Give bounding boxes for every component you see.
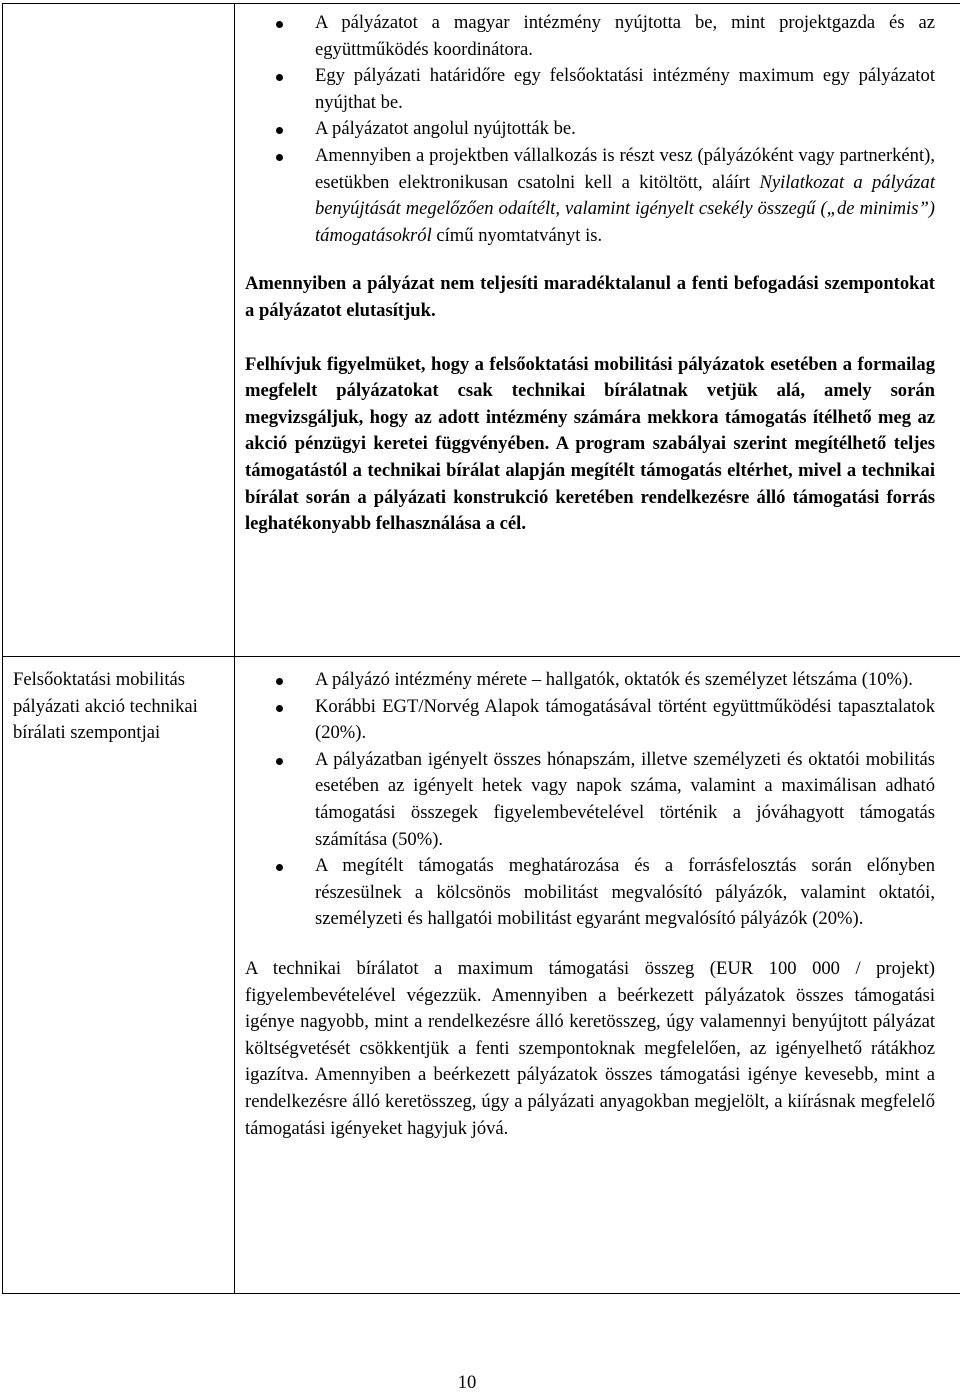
list-item	[245, 10, 935, 63]
bullet-icon	[276, 705, 283, 712]
list-item-text: A pályázatot a magyar intézmény nyújtotta be, mint projektgazda és az együttműködés koordinátora.	[315, 12, 935, 60]
page-number: 10	[457, 1372, 477, 1393]
list-item-text: A pályázó intézmény mérete – hallgatók, oktatók és személyzet létszáma (10%).	[315, 669, 913, 690]
rejection-note: Amennyiben a pályázat nem teljesíti maradéktalanul a fenti befogadási szempontokat a pályázatot elutasítjuk.	[245, 273, 935, 321]
right-cell-criteria	[235, 657, 960, 1294]
criteria-content	[235, 657, 960, 1142]
list-item	[245, 667, 935, 694]
acceptance-bullet-list	[245, 10, 935, 249]
list-item-text: A megítélt támogatás meghatározása és a forrásfelosztás során előnyben részesülnek a kölcsönös mobilitást megvalósító pályázók, valamint oktatói, személyzeti és hallgatói mobilitást egyaránt megvalósító pályázók (20%).	[315, 855, 935, 930]
left-cell-label	[3, 657, 235, 1294]
list-item	[245, 63, 935, 116]
list-item	[245, 747, 935, 853]
criteria-bullet-list	[245, 667, 935, 933]
list-item-text: A pályázatban igényelt összes hónapszám, illetve személyzeti és oktatói mobilitás esetében az igényelt hetek vagy napok száma, valamint a maximálisan adható támogatási összegek figyelembevételével történik a jóváhagyott támogatás számítása (50%).	[315, 748, 935, 850]
list-item	[245, 116, 935, 143]
bullet-icon	[276, 127, 283, 134]
list-item	[245, 143, 935, 249]
declaration-form-title: Nyilatkozat a pályázat benyújtását megelőzően odaítélt, valamint igényelt csekély összegű („de minimis”) támogatásokról	[315, 171, 935, 246]
table-row-acceptance	[3, 4, 960, 657]
criteria-table	[2, 3, 960, 1294]
table-row-technical-criteria	[3, 657, 960, 1294]
bullet-icon	[276, 74, 283, 81]
bullet-icon	[276, 21, 283, 28]
bullet-icon	[276, 678, 283, 685]
bullet-icon	[276, 154, 283, 161]
bullet-icon	[276, 864, 283, 871]
bullet-icon	[276, 758, 283, 765]
section-label: Felsőoktatási mobilitás pályázati akció technikai bírálati szempontjai	[13, 669, 198, 744]
right-cell-acceptance	[235, 4, 960, 657]
list-item-text-end: című nyomtatványt is.	[431, 224, 603, 246]
left-cell-empty	[3, 4, 235, 657]
list-item-text: Egy pályázati határidőre egy felsőoktatási intézmény maximum egy pályázatot nyújthat be.	[315, 65, 935, 113]
list-item-text: Amennyiben a projektben vállalkozás is részt vesz (pályázóként vagy partnerként), esetükben elektronikusan csatolni kell a kitöltött, aláírt	[315, 144, 935, 193]
list-item	[245, 694, 935, 747]
acceptance-content	[235, 4, 960, 538]
list-item-text: A pályázatot angolul nyújtották be.	[315, 118, 576, 140]
list-item-text: Korábbi EGT/Norvég Alapok támogatásával történt együttműködési tapasztalatok (20%).	[315, 695, 935, 744]
closing-paragraph: A technikai bírálatot a maximum támogatási összeg (EUR 100 000 / projekt) figyelembevételével végezzük. Amennyiben a beérkezett pályázatok összes támogatási igénye nagyobb, mint a rendelkezésre álló keretösszeg, úgy valamennyi benyújtott pályázat költségvetését csökkentjük a fenti szempontoknak megfelelően, az igényelhető rátákhoz igazítva. Amennyiben a beérkezett pályázatok összes támogatási igénye kevesebb, mint a rendelkezésre álló keretösszeg, úgy a pályázati anyagokban megjelölt, a kiírásnak megfelelő támogatási igényeket hagyjuk jóvá.	[245, 957, 935, 1139]
list-item	[245, 853, 935, 933]
attention-note: Felhívjuk figyelmüket, hogy a felsőoktatási mobilitási pályázatok esetében a formailag megfelelt pályázatokat csak technikai bírálatnak vetjük alá, amely során megvizsgáljuk, hogy az adott intézmény számára mekkora támogatás ítélhető meg az akció pénzügyi keretei függvényében. A program szabályai szerint megítélhető teljes támogatástól a technikai bírálat alapján megítélt támogatás eltérhet, mivel a technikai bírálat során a pályázati konstrukció keretében rendelkezésre álló támogatási forrás leghatékonyabb felhasználása a cél.	[245, 353, 935, 535]
